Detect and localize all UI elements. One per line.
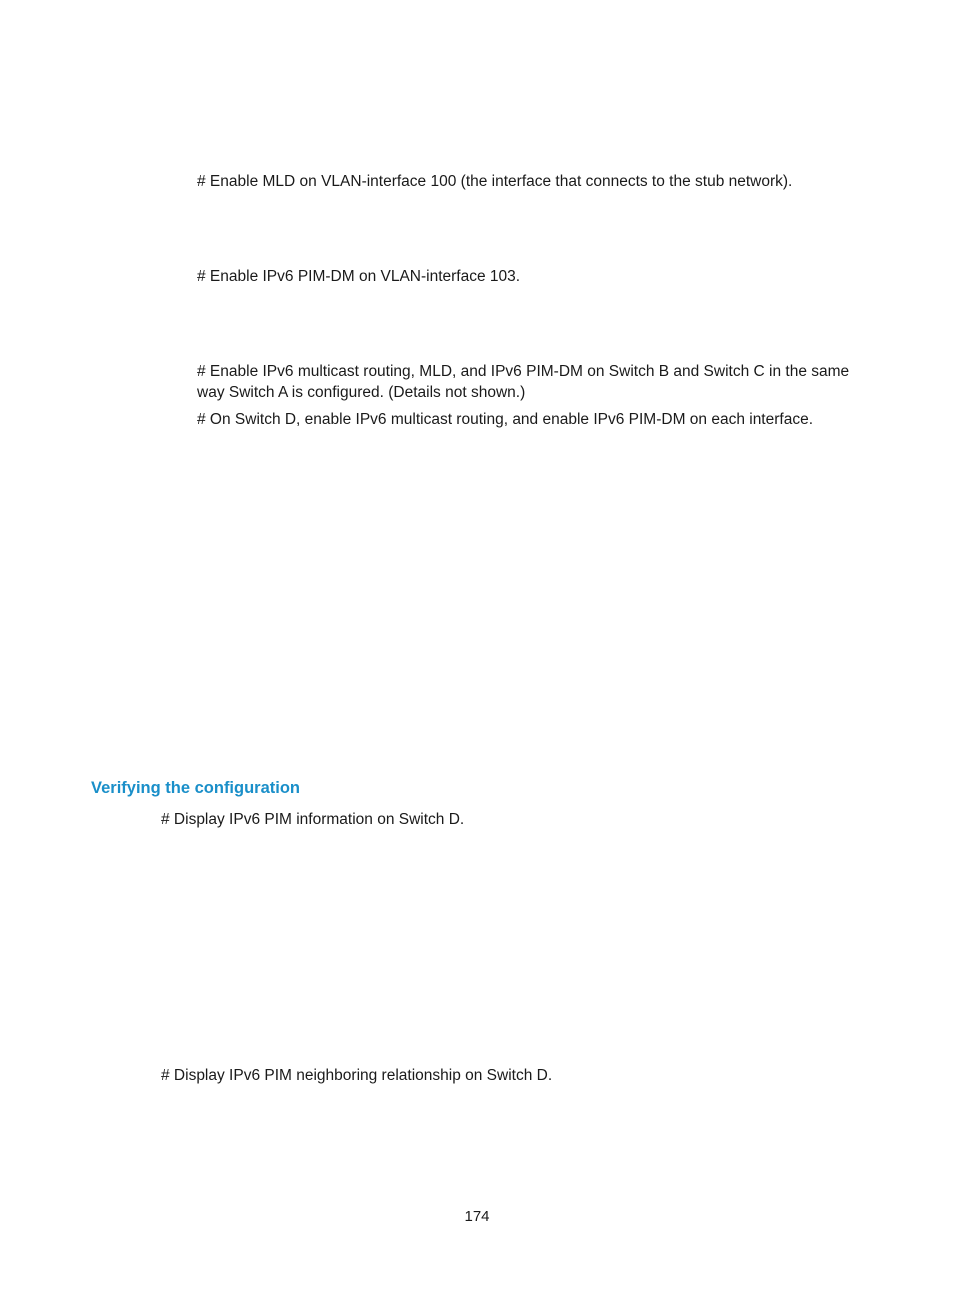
display-pim-neighbor-step: # Display IPv6 PIM neighboring relationship on Switch D. [161, 1067, 553, 1084]
page-number: 174 [464, 1208, 490, 1225]
section-heading-verifying: Verifying the configuration [91, 779, 301, 797]
switch-d-configuration-step: # On Switch D, enable IPv6 multicast routing, and enable IPv6 PIM-DM on each interface. [197, 411, 814, 428]
enable-pim-dm-step: # Enable IPv6 PIM-DM on VLAN-interface 103. [197, 268, 521, 285]
display-pim-info-step: # Display IPv6 PIM information on Switch D. [161, 811, 465, 828]
enable-mld-step: # Enable MLD on VLAN-interface 100 (the interface that connects to the stub network). [197, 173, 793, 190]
enable-routing-switch-b-c-step: # Enable IPv6 multicast routing, MLD, and IPv6 PIM-DM on Switch B and Switch C in the same way Switch A is configured. (Details not shown.) [197, 363, 850, 401]
